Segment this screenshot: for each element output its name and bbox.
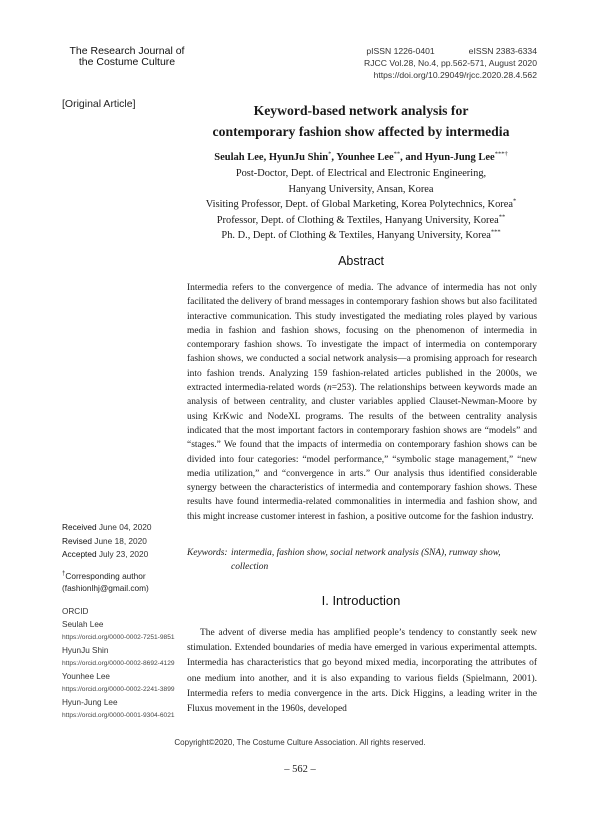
affiliation-line4-mark: ** [498, 213, 506, 221]
abstract-body [187, 281, 537, 524]
affiliation-line5 [185, 228, 537, 244]
affiliation-line1: Post-Doctor, Dept. of Electrical and Electronic Engineering, [235, 168, 487, 179]
keywords-text: intermedia, fashion show, social network analysis (SNA), runway show, collection [231, 548, 501, 573]
keywords-label: Keywords: [187, 548, 228, 558]
author-3-mark: ** [393, 150, 401, 158]
affiliation-line3 [185, 197, 537, 213]
affiliation-line3-text: Visiting Professor, Dept. of Global Marketing, Korea Polytechnics, Korea [205, 199, 513, 211]
affiliation-line5-mark: *** [490, 228, 501, 236]
orcid-link[interactable]: https://orcid.org/0000-0002-2241-3899 [62, 686, 175, 693]
author-list: Seulah Lee, HyunJu Shin*, Younhee Lee**, and Hyun-Jung Lee***† [214, 150, 508, 163]
keywords [187, 546, 537, 575]
corresponding-mark: † [62, 571, 66, 578]
orcid-name: Younhee Lee [62, 672, 110, 681]
affiliation-line4 [185, 213, 537, 229]
copyright: Copyright©2020, The Costume Culture Association. All rights reserved. [174, 738, 426, 747]
journal-name-line2: the Costume Culture [78, 56, 176, 68]
author-2: HyunJu Shin [268, 152, 329, 163]
corresponding-label: Corresponding author [65, 571, 146, 581]
author-4: Hyun-Jung Lee [424, 152, 495, 163]
affiliation-line3-mark: * [512, 197, 517, 205]
accepted-date [62, 548, 152, 562]
orcid-link[interactable]: https://orcid.org/0000-0002-8692-4129 [62, 660, 175, 667]
received-label: Received [62, 522, 97, 532]
article-type: [Original Article] [62, 98, 136, 110]
page-number: – 562 – [284, 764, 316, 775]
orcid-link[interactable]: https://orcid.org/0000-0002-7251-9851 [62, 634, 175, 641]
abstract-part2: =253). The relationships between keywords made an analysis of between centrality, and cluster variables applied Clauset-Newman-Moore by using KrKwic and NodeXL programs. The results of the between centrality analysis indicated that the most important factors in contemporary fashion shows are “models” and “stages.” We found that the impacts of intermedia on contemporary fashion shows can be divided into four categories: “model performance,” “symbolic stage management,” “new media utilization,” and “convergence in arts.” Our analysis thus identified considerable synergy between the characteristics of intermedia and contemporary fashion shows. These results have found intermedia-related commonalities in intermedia and fashion show, and this might increase customer interest in fashion, a positive outcome for the fashion industry. [187, 383, 537, 522]
article-title-line1: Keyword-based network analysis for [253, 103, 469, 118]
article-dates [62, 521, 152, 562]
author-2-mark: * [328, 150, 332, 158]
author-3: Younhee Lee [336, 152, 394, 163]
received-date [62, 521, 152, 535]
abstract-heading: Abstract [338, 254, 384, 268]
affiliation-line4-text: Professor, Dept. of Clothing & Textiles, Hanyang University, Korea [216, 214, 499, 226]
abstract-paragraph [187, 281, 537, 524]
revised-date [62, 535, 152, 549]
intro-body [187, 626, 537, 717]
accepted-label: Accepted [62, 549, 97, 559]
received-value: June 04, 2020 [98, 522, 152, 532]
journal-name-line1: The Research Journal of [69, 45, 185, 57]
pissn: pISSN 1226-0401 [366, 46, 435, 56]
section-heading: I. Introduction [321, 593, 401, 608]
corresponding-email[interactable]: (fashionlhj@gmail.com) [62, 582, 149, 593]
issn-block [364, 45, 537, 81]
corresponding-label-line [62, 571, 149, 583]
revised-value: June 18, 2020 [94, 535, 147, 546]
journal-name [62, 46, 192, 68]
eissn: eISSN 2383-6334 [468, 46, 537, 56]
orcid-name: HyunJu Shin [62, 646, 109, 655]
author-1: Seulah Lee, [214, 152, 267, 163]
affiliation-line2: Hanyang University, Ansan, Korea [288, 183, 434, 195]
intro-paragraph: The advent of diverse media has amplified people’s tendency to constantly seek new stimulation. Extended boundaries of media have emerged in various experimental attempts. Intermedia has characteristics that go beyond mixed media, incorporating the attributes of one medium into another, and it is also expanding to various fields (Spielmann, 2001). Intermedia refers to media convergence in the arts. Dick Higgins, a leading writer in the Fluxus movement in the 1960s, developed [187, 628, 537, 715]
doi-link[interactable]: https://doi.org/10.29049/rjcc.2020.28.4.562 [373, 70, 537, 80]
citation: RJCC Vol.28, No.4, pp.562-571, August 2020 [364, 58, 537, 68]
accepted-value: July 23, 2020 [98, 549, 149, 559]
article-title [185, 100, 537, 142]
affiliations [185, 166, 537, 244]
abstract-part1: Intermedia refers to the convergence of media. The advance of intermedia has not only facilitated the delivery of brand messages in contemporary fashion shows but also facilitated interactive communication. This study investigated the mediating roles played by various media in fashion and fashion shows, focusing on the phenomenon of intermedia in contemporary fashion shows. To investigate the impact of intermedia on contemporary fashion shows, we conducted a social network analysis—a promising approach for research into fashion trends. Analyzing 159 fashion-related articles published in the 2000s, we extracted intermedia-related words ( [187, 283, 537, 394]
author-4-prefix: and [405, 152, 423, 163]
orcid-name: Hyun-Jung Lee [62, 698, 118, 707]
orcid-list [62, 605, 175, 722]
corresponding-author [62, 571, 149, 594]
article-title-line2: contemporary fashion show affected by intermedia [212, 124, 510, 139]
orcid-name: Seulah Lee [62, 620, 104, 629]
orcid-link[interactable]: https://orcid.org/0000-0001-9304-6021 [62, 712, 175, 719]
revised-label: Revised [62, 535, 92, 546]
issn-line [364, 45, 537, 57]
orcid-heading: ORCID [62, 607, 89, 616]
author-4-mark: ***† [494, 150, 508, 158]
affiliation-line5-text: Ph. D., Dept. of Clothing & Textiles, Hanyang University, Korea [221, 230, 491, 242]
abstract-n-label: n [327, 383, 332, 394]
